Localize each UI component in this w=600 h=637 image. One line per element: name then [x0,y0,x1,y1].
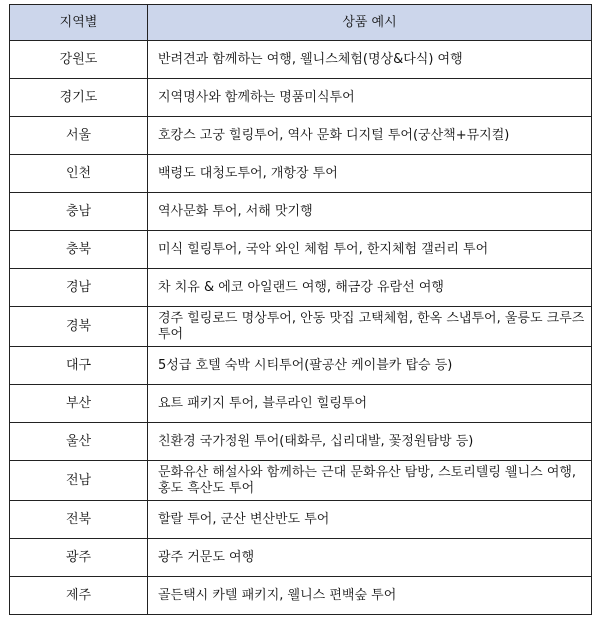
product-cell: 경주 힐링로드 명상투어, 안동 맛집 고택체험, 한옥 스냅투어, 울릉도 크루즈투어 [148,307,592,347]
region-cell: 충남 [10,193,148,231]
table-row [10,539,592,577]
product-cell: 친환경 국가정원 투어(태화루, 십리대발, 꽃정원탐방 등) [148,423,592,461]
product-cell: 지역명사와 함께하는 명품미식투어 [148,79,592,117]
region-cell: 울산 [10,423,148,461]
region-cell: 강원도 [10,41,148,79]
product-cell: 광주 거문도 여행 [148,539,592,577]
table-header-row [10,5,592,41]
region-cell: 인천 [10,155,148,193]
table-row [10,155,592,193]
table-row [10,385,592,423]
table-row [10,79,592,117]
region-cell: 충북 [10,231,148,269]
region-cell: 전북 [10,501,148,539]
table-row [10,41,592,79]
region-cell: 광주 [10,539,148,577]
product-cell: 미식 힐링투어, 국악 와인 체험 투어, 한지체험 갤러리 투어 [148,231,592,269]
table-row [10,461,592,501]
region-product-table [9,4,592,615]
region-cell: 경기도 [10,79,148,117]
product-cell: 할랄 투어, 군산 변산반도 투어 [148,501,592,539]
region-cell: 경북 [10,307,148,347]
region-cell: 대구 [10,347,148,385]
table-row [10,347,592,385]
table-row [10,117,592,155]
region-cell: 부산 [10,385,148,423]
product-cell: 5성급 호텔 숙박 시티투어(팔공산 케이블카 탑승 등) [148,347,592,385]
product-cell: 차 치유 & 에코 아일랜드 여행, 해금강 유람선 여행 [148,269,592,307]
table-row [10,577,592,615]
product-cell: 역사문화 투어, 서해 맛기행 [148,193,592,231]
table-row [10,423,592,461]
region-cell: 제주 [10,577,148,615]
header-region: 지역별 [10,5,148,41]
table-row [10,307,592,347]
table-row [10,231,592,269]
table-row [10,193,592,231]
product-cell: 문화유산 해설사와 함께하는 근대 문화유산 탐방, 스토리텔링 웰니스 여행, 홍도 흑산도 투어 [148,461,592,501]
product-cell: 골든택시 카텔 패키지, 웰니스 편백숲 투어 [148,577,592,615]
table-row [10,501,592,539]
product-cell: 백령도 대청도투어, 개항장 투어 [148,155,592,193]
product-cell: 반려견과 함께하는 여행, 웰니스체험(명상&다식) 여행 [148,41,592,79]
table-row [10,269,592,307]
product-cell: 요트 패키지 투어, 블루라인 힐링투어 [148,385,592,423]
region-cell: 경남 [10,269,148,307]
region-cell: 전남 [10,461,148,501]
region-cell: 서울 [10,117,148,155]
product-cell: 호캉스 고궁 힐링투어, 역사 문화 디지털 투어(궁산책+뮤지컬) [148,117,592,155]
header-product: 상품 예시 [148,5,592,41]
